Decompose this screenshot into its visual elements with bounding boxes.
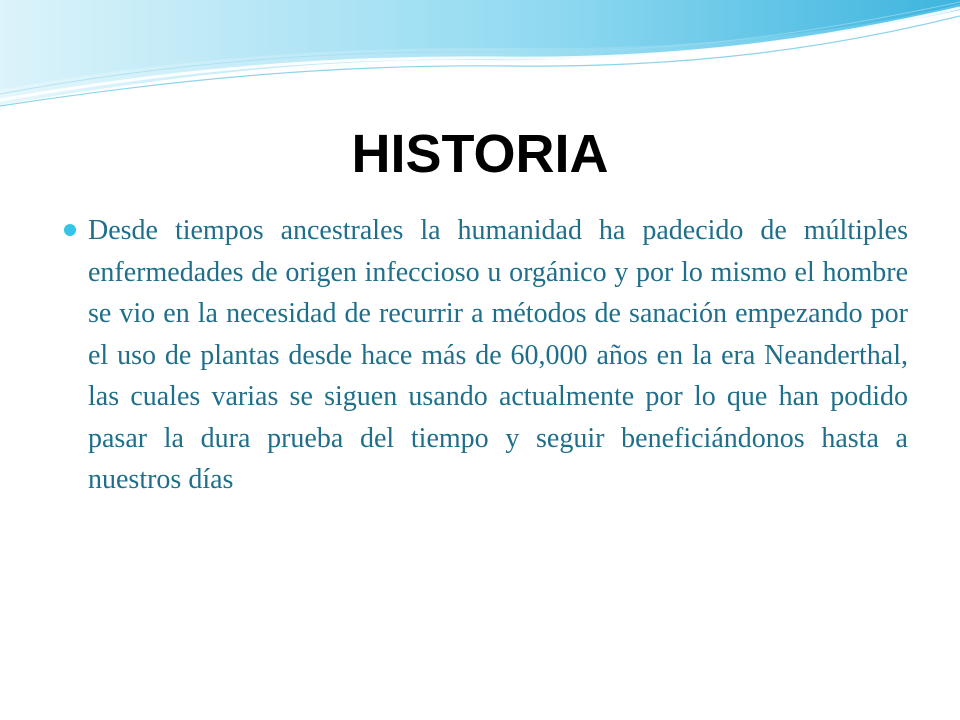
slide-title: HISTORIA — [351, 124, 609, 184]
bullet-point-icon — [64, 224, 76, 236]
wave-header-decoration — [0, 0, 960, 110]
bullet-text: Desde tiempos ancestrales la humanidad ha padecido de múltiples enfermedades de origen infeccioso u orgánico y por lo mismo el hombre se vio en la necesidad de recurrir a métodos de sanación empezando por el uso de plantas desde hace más de 60,000 años en la era Neanderthal, las cuales varias se siguen usando actualmente por lo que han podido pasar la dura prueba del tiempo y seguir beneficiándonos hasta a nuestros días — [88, 215, 908, 495]
slide-content — [64, 210, 908, 501]
